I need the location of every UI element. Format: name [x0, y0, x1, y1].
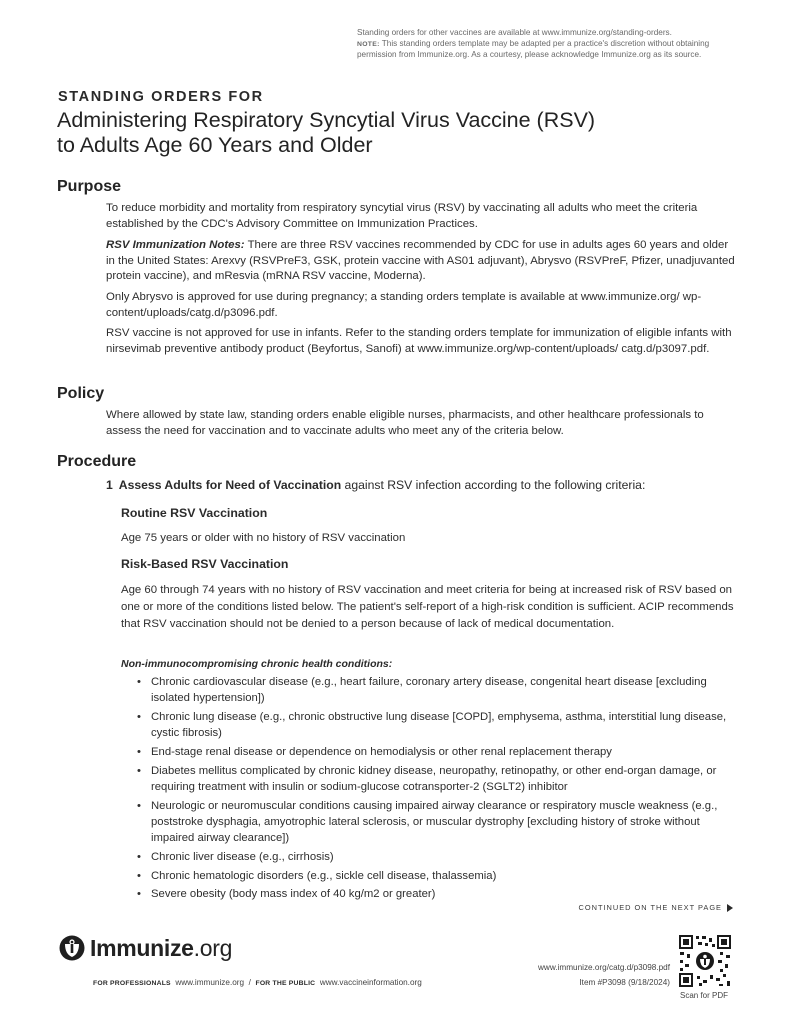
- routine-heading: Routine RSV Vaccination: [121, 506, 268, 520]
- logo-wordmark: [90, 935, 232, 962]
- document-title: [57, 108, 595, 158]
- immunization-notes-paragraph: [106, 238, 736, 285]
- document-kicker: STANDING ORDERS FOR: [58, 89, 264, 105]
- procedure-step-1: [106, 478, 645, 492]
- note-text: [357, 39, 727, 61]
- condition-item: • Severe obesity (body mass index of 40 kg/m2 or greater): [137, 886, 737, 902]
- title-line-1: Administering Respiratory Syncytial Virus Vaccine (RSV): [57, 108, 596, 132]
- note-label: NOTE:: [357, 40, 380, 48]
- qr-code-icon: [678, 934, 732, 988]
- footer-links: [93, 978, 422, 987]
- professionals-label: FOR PROFESSIONALS: [93, 980, 171, 987]
- logo-bold: Immunize: [90, 934, 194, 961]
- continued-label: CONTINUED ON THE NEXT PAGE: [578, 903, 722, 912]
- header-note: [357, 28, 727, 61]
- purpose-paragraph: To reduce morbidity and mortality from respiratory syncytial virus (RSV) by vaccinating all adults who meet the criteria established by the CDC's Advisory Committee on Immunization Practices.: [106, 202, 698, 230]
- pdf-link[interactable]: www.immunize.org/catg.d/p3098.pdf: [538, 963, 670, 972]
- procedure-heading: Procedure: [57, 453, 137, 470]
- conditions-heading: Non-immunocompromising chronic health conditions:: [121, 658, 393, 670]
- professionals-link[interactable]: www.immunize.org: [175, 978, 245, 987]
- risk-based-heading: Risk-Based RSV Vaccination: [121, 557, 289, 571]
- step-lead: Assess Adults for Need of Vaccination: [118, 478, 342, 492]
- risk-based-text: Age 60 through 74 years with no history of RSV vaccination and meet criteria for being at increased risk of RSV based on one or more of the conditions listed below. The patient's self-report of a high-risk condition is sufficient. ACIP recommends that RSV vaccination should not be denied to a person because of lack of medical documentation.: [121, 584, 734, 630]
- routine-text: Age 75 years or older with no history of RSV vaccination: [121, 532, 406, 544]
- logo-light: .org: [193, 934, 233, 961]
- policy-paragraph: Where allowed by state law, standing orders enable eligible nurses, pharmacists, and other healthcare professionals to assess the need for vaccination and to vaccinate adults who meet any of the criteria below.: [106, 409, 704, 437]
- standing-orders-link-text: Standing orders for other vaccines are available at www.immunize.org/standing-orders.: [357, 28, 672, 37]
- pregnancy-paragraph: Only Abrysvo is approved for use during pregnancy; a standing orders template is available at www.immunize.org/ wp-content/uploads/catg.d/p3096.pdf.: [106, 291, 702, 319]
- footer-item-info: [538, 961, 670, 990]
- condition-item: • End-stage renal disease or dependence on hemodialysis or other renal replacement therapy: [137, 744, 737, 760]
- condition-item: • Chronic hematologic disorders (e.g., sickle cell disease, thalassemia): [137, 868, 737, 884]
- condition-item: • Chronic lung disease (e.g., chronic obstructive lung disease [COPD], emphysema, asthma, interstitial lung disease, cystic fibrosis): [137, 709, 737, 742]
- continued-next-page: [579, 903, 733, 912]
- infants-paragraph: RSV vaccine is not approved for use in infants. Refer to the standing orders template for immunization of eligible infants with nirsevimab preventive antibody product (Beyfortus, Sanofi) at www.immunize.org/wp-content/uploads/ catg.d/p3097.pdf.: [106, 327, 732, 355]
- immunize-logo-icon: [58, 934, 86, 962]
- immunization-notes-label: RSV Immunization Notes:: [106, 239, 245, 251]
- condition-item: • Chronic cardiovascular disease (e.g., heart failure, coronary artery disease, congenital heart disease [excluding isolated hypertension]): [137, 674, 737, 707]
- immunize-logo: [58, 934, 232, 962]
- purpose-heading: Purpose: [57, 178, 122, 195]
- footer-separator: /: [248, 978, 251, 987]
- condition-item: • Chronic liver disease (e.g., cirrhosis): [137, 849, 737, 865]
- step-text: against RSV infection according to the following criteria:: [341, 478, 646, 492]
- item-number: Item #P3098 (9/18/2024): [579, 977, 670, 987]
- title-line-2: to Adults Age 60 Years and Older: [57, 133, 373, 157]
- immunization-notes-text: There are three RSV vaccines recommended by CDC for use in adults ages 60 years and older in the United States: Arexvy (RSVPreF3, GSK, protein vaccine with AS01 adjuvant), Abrysvo (RSVPreF, Pfizer, unadjuvanted protein vaccine), and mResvia (mRNA RSV vaccine, Moderna).: [106, 239, 735, 283]
- public-link[interactable]: www.vaccineinformation.org: [319, 978, 422, 987]
- policy-heading: Policy: [57, 385, 105, 402]
- public-label: FOR THE PUBLIC: [255, 980, 316, 987]
- arrow-right-icon: [727, 904, 733, 912]
- note-body: This standing orders template may be adapted per a practice's discretion without obtaining permission from Immunize.org. As a courtesy, please acknowledge Immunize.org as its source.: [357, 38, 710, 60]
- condition-item: • Diabetes mellitus complicated by chronic kidney disease, neuropathy, retinopathy, or other end-organ damage, or requiring treatment with insulin or sodium-glucose cotransporter-2 (SGLT2) inhibitor: [137, 763, 737, 796]
- conditions-list: [137, 674, 737, 905]
- scan-for-pdf-label: Scan for PDF: [680, 991, 729, 1000]
- step-number: 1: [106, 478, 113, 492]
- condition-item: • Neurologic or neuromuscular conditions causing impaired airway clearance or respiratory muscle weakness (e.g., poststroke dysphagia, amyotrophic lateral sclerosis, or muscular dystrophy [excluding history of stroke without impaired airway clearance]): [137, 798, 737, 847]
